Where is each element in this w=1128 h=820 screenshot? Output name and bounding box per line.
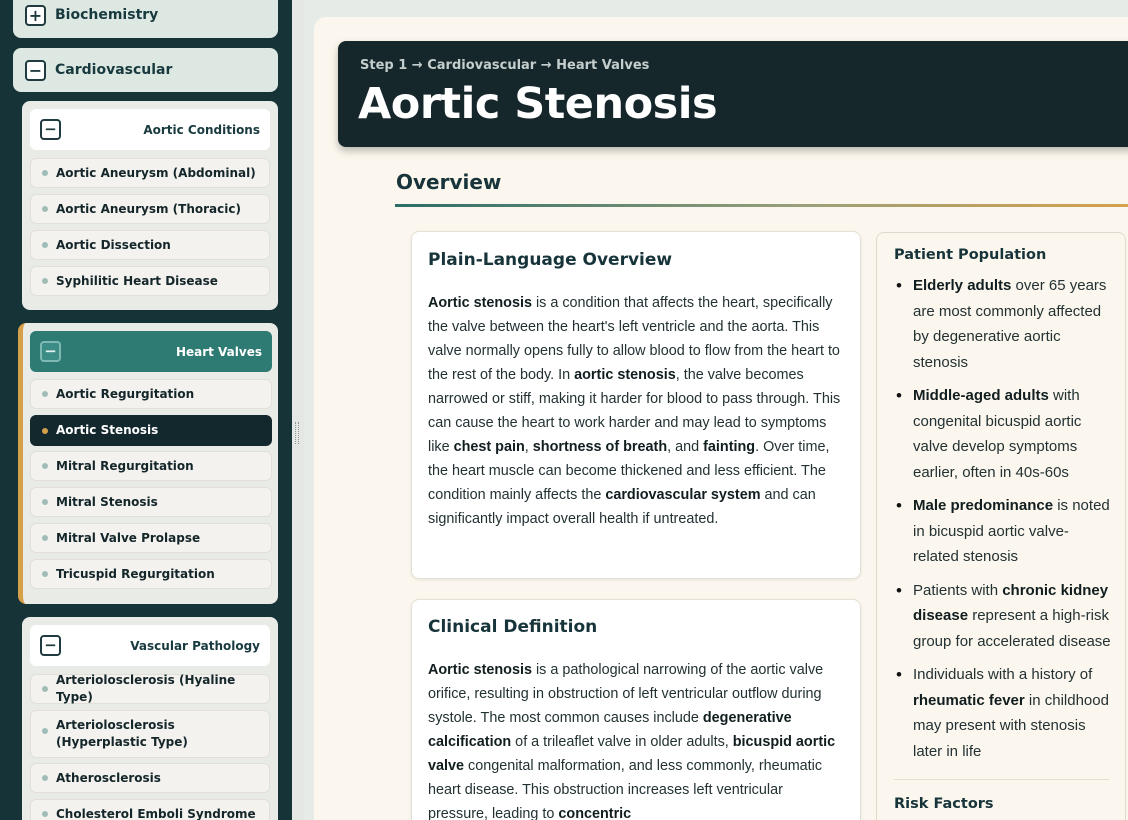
risk-factors-heading: Risk Factors: [894, 796, 994, 812]
sidebar-item-mitral-regurgitation[interactable]: [30, 451, 272, 481]
sidebar-item-label: Syphilitic Heart Disease: [56, 273, 218, 288]
sidebar-item-mitral-stenosis[interactable]: [30, 487, 272, 517]
patient-population-item: • Male predominance is noted in bicuspid aortic valve-related stenosis: [894, 493, 1114, 570]
card-plain-language-overview: [411, 231, 861, 579]
bullet-dot-icon: [42, 206, 48, 212]
group-label: Heart Valves: [175, 344, 262, 359]
collapse-toggle-icon[interactable]: −: [25, 60, 46, 81]
group-heart-valves: [18, 323, 278, 604]
sidebar-item-atherosclerosis[interactable]: [30, 763, 270, 793]
card-title: Clinical Definition: [428, 617, 598, 637]
bullet-dot-icon: [42, 775, 48, 781]
patient-population-item: • Middle-aged adults with congenital bicuspid aortic valve develop symptoms earlier, often in 40s-60s: [894, 383, 1114, 485]
patient-population-list: [894, 273, 1114, 772]
sidebar-item-label: Cholesterol Emboli Syndrome: [56, 806, 256, 820]
sidebar-item-label: Atherosclerosis: [56, 770, 161, 785]
page-title: Aortic Stenosis: [358, 79, 718, 129]
group-aortic-conditions: [22, 101, 278, 310]
group-vascular-pathology: [22, 617, 278, 820]
bullet-dot-icon: [42, 811, 48, 817]
sidebar-item-tricuspid-regurgitation[interactable]: [30, 559, 272, 589]
group-header-heart-valves[interactable]: [30, 331, 272, 372]
section-divider: [395, 204, 1128, 207]
sidebar-facts-panel: [876, 232, 1126, 820]
sidebar-item-label: Aortic Dissection: [56, 237, 171, 252]
bullet-dot-icon: [42, 428, 48, 434]
bullet-dot-icon: [42, 463, 48, 469]
bullet-dot-icon: [42, 499, 48, 505]
sidebar-item-label: Arteriolosclerosis (Hyperplastic Type): [56, 718, 188, 749]
card-clinical-definition: [411, 599, 861, 820]
category-cardiovascular[interactable]: [13, 48, 278, 92]
sidebar: [0, 0, 292, 820]
breadcrumb: Step 1 → Cardiovascular → Heart Valves: [360, 58, 650, 73]
group-label: Aortic Conditions: [143, 122, 260, 137]
sidebar-item-aortic-regurgitation[interactable]: [30, 379, 272, 409]
sidebar-item-label: Mitral Stenosis: [56, 494, 158, 509]
sidebar-item-label: Aortic Aneurysm (Thoracic): [56, 201, 241, 216]
bullet-dot-icon: [42, 728, 48, 734]
divider: [894, 779, 1109, 780]
group-header-aortic-conditions[interactable]: [30, 109, 270, 150]
sidebar-item-aortic-aneurysm-abdominal[interactable]: [30, 158, 270, 188]
bullet-dot-icon: [42, 535, 48, 541]
sidebar-item-label: Aortic Regurgitation: [56, 386, 195, 401]
bullet-dot-icon: [42, 170, 48, 176]
bullet-dot-icon: [42, 242, 48, 248]
sidebar-item-label: Mitral Regurgitation: [56, 458, 194, 473]
sidebar-item-label: Tricuspid Regurgitation: [56, 566, 215, 581]
sidebar-item-label: Mitral Valve Prolapse: [56, 530, 201, 545]
category-label: Cardiovascular: [55, 62, 173, 78]
collapse-toggle-icon[interactable]: −: [40, 119, 61, 140]
card-body-text: Aortic stenosis is a pathological narrowing of the aortic valve orifice, resulting in obstruction of left ventricular outflow during systole. The most common causes include degenerative calcification of a trileaflet valve in older adults, bicuspid aortic valve congenital malformation, and less commonly, rheumatic heart disease. This obstruction increases left ventricular pressure, leading to concentric: [428, 662, 836, 820]
section-title-overview: Overview: [396, 170, 502, 194]
sidebar-item-label: Aortic Stenosis: [56, 423, 159, 438]
expand-toggle-icon[interactable]: +: [25, 5, 46, 26]
sidebar-item-aortic-dissection[interactable]: [30, 230, 270, 260]
grip-icon[interactable]: [295, 422, 299, 444]
bullet-dot-icon: [42, 686, 48, 692]
sidebar-resize-handle[interactable]: [292, 0, 304, 820]
sidebar-item-arteriolosclerosis-hyaline[interactable]: [30, 674, 270, 704]
collapse-toggle-icon[interactable]: −: [40, 635, 61, 656]
patient-population-item: • Patients with chronic kidney disease represent a high-risk group for accelerated disease: [894, 578, 1114, 655]
sidebar-item-syphilitic-heart-disease[interactable]: [30, 266, 270, 296]
sidebar-item-cholesterol-emboli-syndrome[interactable]: [30, 799, 270, 820]
sidebar-item-aortic-aneurysm-thoracic[interactable]: [30, 194, 270, 224]
group-label: Vascular Pathology: [130, 638, 260, 653]
sidebar-item-label: Arteriolosclerosis (Hyaline Type): [56, 673, 236, 704]
bullet-dot-icon: [42, 391, 48, 397]
sidebar-item-aortic-stenosis[interactable]: [30, 415, 272, 446]
sidebar-item-arteriolosclerosis-hyperplastic[interactable]: [30, 710, 270, 758]
category-biochemistry[interactable]: [13, 0, 278, 38]
bullet-dot-icon: [42, 571, 48, 577]
sidebar-item-label: Aortic Aneurysm (Abdominal): [56, 165, 256, 180]
page-header: [338, 41, 1128, 147]
patient-population-item: • Elderly adults over 65 years are most commonly affected by degenerative aortic stenosis: [894, 273, 1114, 375]
bullet-dot-icon: [42, 278, 48, 284]
card-title: Plain-Language Overview: [428, 250, 673, 270]
group-header-vascular-pathology[interactable]: [30, 625, 270, 666]
category-label: Biochemistry: [55, 7, 159, 23]
card-body-text: Aortic stenosis is a condition that affects the heart, specifically the valve between the heart's left ventricle and the aorta. This valve normally opens fully to allow blood to flow from the heart to the rest of the body. In aortic stenosis, the valve becomes narrowed or stiff, making it harder for blood to pass through. This can cause the heart to work harder and may lead to symptoms like chest pain, shortness of breath, and fainting. Over time, the heart muscle can become thickened and less efficient. The condition mainly affects the cardiovascular system and can significantly impact overall health if untreated.: [428, 295, 841, 527]
patient-population-item: • Individuals with a history of rheumatic fever in childhood may present with stenosis later in life: [894, 662, 1114, 764]
sidebar-item-mitral-valve-prolapse[interactable]: [30, 523, 272, 553]
patient-population-heading: Patient Population: [894, 247, 1047, 263]
collapse-toggle-icon[interactable]: −: [40, 341, 61, 362]
